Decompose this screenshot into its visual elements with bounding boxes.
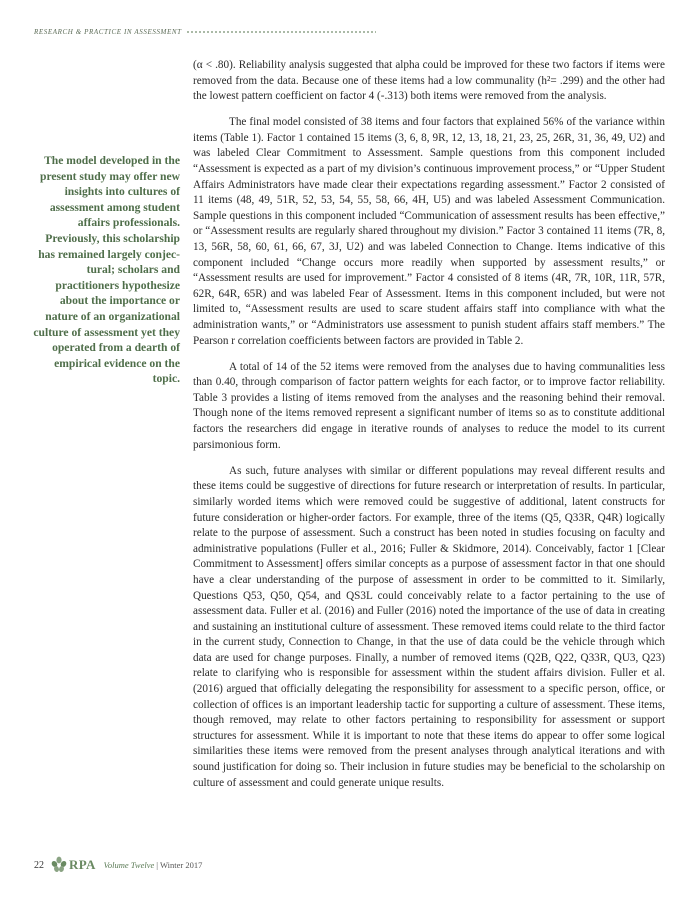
running-header bbox=[34, 28, 376, 36]
running-title: RESEARCH & PRACTICE IN ASSESSMENT bbox=[34, 28, 182, 36]
footer-separator: | bbox=[156, 860, 158, 870]
page-number: 22 bbox=[34, 859, 44, 871]
rpa-logo bbox=[50, 856, 96, 874]
paragraph-3: A total of 14 of the 52 items were removed from the analyses due to having communalities less than 0.40, through comparison of factor pattern weights for each factor, or to improve factor reliability. Table 3 provides a listing of items removed from the analyses and the reasoning behind their removal. Though none of the items removed represent a significant number of items so as to constitute additional factors the researchers did engage in iterative rounds of analyses to reduce the model to its current parsimonious form. bbox=[193, 360, 665, 451]
leaf-cluster-icon bbox=[50, 856, 68, 874]
paragraph-1: (α < .80). Reliability analysis suggested that alpha could be improved for these two factors if items were removed from the data. Because one of these items had a low communality (h²= .299) and the other had the lowest pattern coefficient on factor 4 (-.313) both items were removed from the analysis. bbox=[193, 59, 665, 103]
logo-text: RPA bbox=[69, 857, 96, 872]
page-footer bbox=[34, 856, 202, 874]
header-dotted-rule bbox=[186, 31, 376, 33]
paragraph-4: As such, future analyses with similar or different populations may reveal different results and these items could be suggestive of directions for future research or interpretation of results. In particular, similarly worded items which were removed could be suggestive of additional, latent constructs for future consideration or higher-order factors. For example, three of the items (Q5, Q33R, Q4R) logically relate to the purpose of assessment. Such a construct has been noted in studies focusing on faculty and administrative populations (Fuller et al., 2016; Fuller & Skidmore, 2014). Conceivably, factor 1 [Clear Commitment to Assessment] offers similar concepts as a purpose of assessment factor in that one should have a clear understanding of the purpose of assessment in order to be committed to it. Similarly, Questions Q53, Q50, Q54, and QS3L could conceivably relate to a factor pertaining to the use of assessment data. Fuller et al. (2016) and Fuller (2016) noted the importance of the use of data in creating and sustaining an institutional culture of assessment. These removed items could relate to the third factor in the current study, Connection to Change, in that the use of data could be the vehicle through which data are used for change purposes. Finally, a number of removed items (Q2B, Q22, Q33R, QU3, Q23) relate to clarifying who is responsible for assessment within the student affairs division. Fuller et al. (2016) argued that officially delegating the responsibility for assessment to a specific person, office, or collection of offices is an important leadership tactic for supporting a culture of assessment. These items, though removed, may relate to other factors pertaining to responsibility for assessment or support structures for assessment. While it is important to note that these items do appear to offer some logical similarities these items were removed from the present analyses through analytical iterations and with sound justification for doing so. Their inclusion in future studies may be beneficial to the scholarship on culture of assessment and could generate unique results. bbox=[193, 464, 665, 789]
issue-label: Winter 2017 bbox=[159, 860, 203, 870]
volume-label: Volume Twelve bbox=[103, 860, 155, 870]
paragraph-2: The final model consisted of 38 items and four factors that explained 56% of the variance within items (Table 1). Factor 1 contained 15 items (3, 6, 8, 9R, 12, 13, 18, 21, 23, 25, 26R, 31, 36, 49, U2) and was labeled Clear Commitment to Assessment. Sample questions from this component included “Assessment is expected as a part of my division’s continuous improvement process,” or “Upper Student Affairs Administrators have made clear their expectations regarding assessment.” Factor 2 consisted of 11 items (48, 49, 51R, 52, 53, 54, 55, 58, 66, 4H, U5) and was labeled Assessment Communication. Sample questions in this component included “Communication of assessment results has been effective,” or “Assessment results are regularly shared throughout my division.” Factor 3 contained 11 items (7R, 8, 13, 56R, 58, 60, 61, 66, 67, 3J, U2) and was labeled Connection to Change. Items indicative of this component included “Change occurs more readily when supported by assessment results,” or “Assessment results are used for improvement.” Factor 4 consisted of 8 items (4R, 7R, 10R, 11R, 57R, 62R, 64R, 65R) and was labeled Fear of Assessment. Items in this component included, but were not limited to, “Assessment results are used to scare student affairs staff into compliance with what the administration wants,” or “Administrators use assessment to punish student affairs staff members.” The Pearson r correlation coefficients between factors are provided in Table 2. bbox=[193, 116, 665, 347]
pull-quote: The model developed in the present study may offer new insights into cultures of assessment among student affairs professionals. Previously, this scholarship has remained largely conjectural; scholars and practitioners hypothesize about the importance or nature of an organizational culture of assessment yet they operated from a dearth of empirical evidence on the topic. bbox=[33, 154, 180, 386]
article-body bbox=[193, 58, 665, 802]
